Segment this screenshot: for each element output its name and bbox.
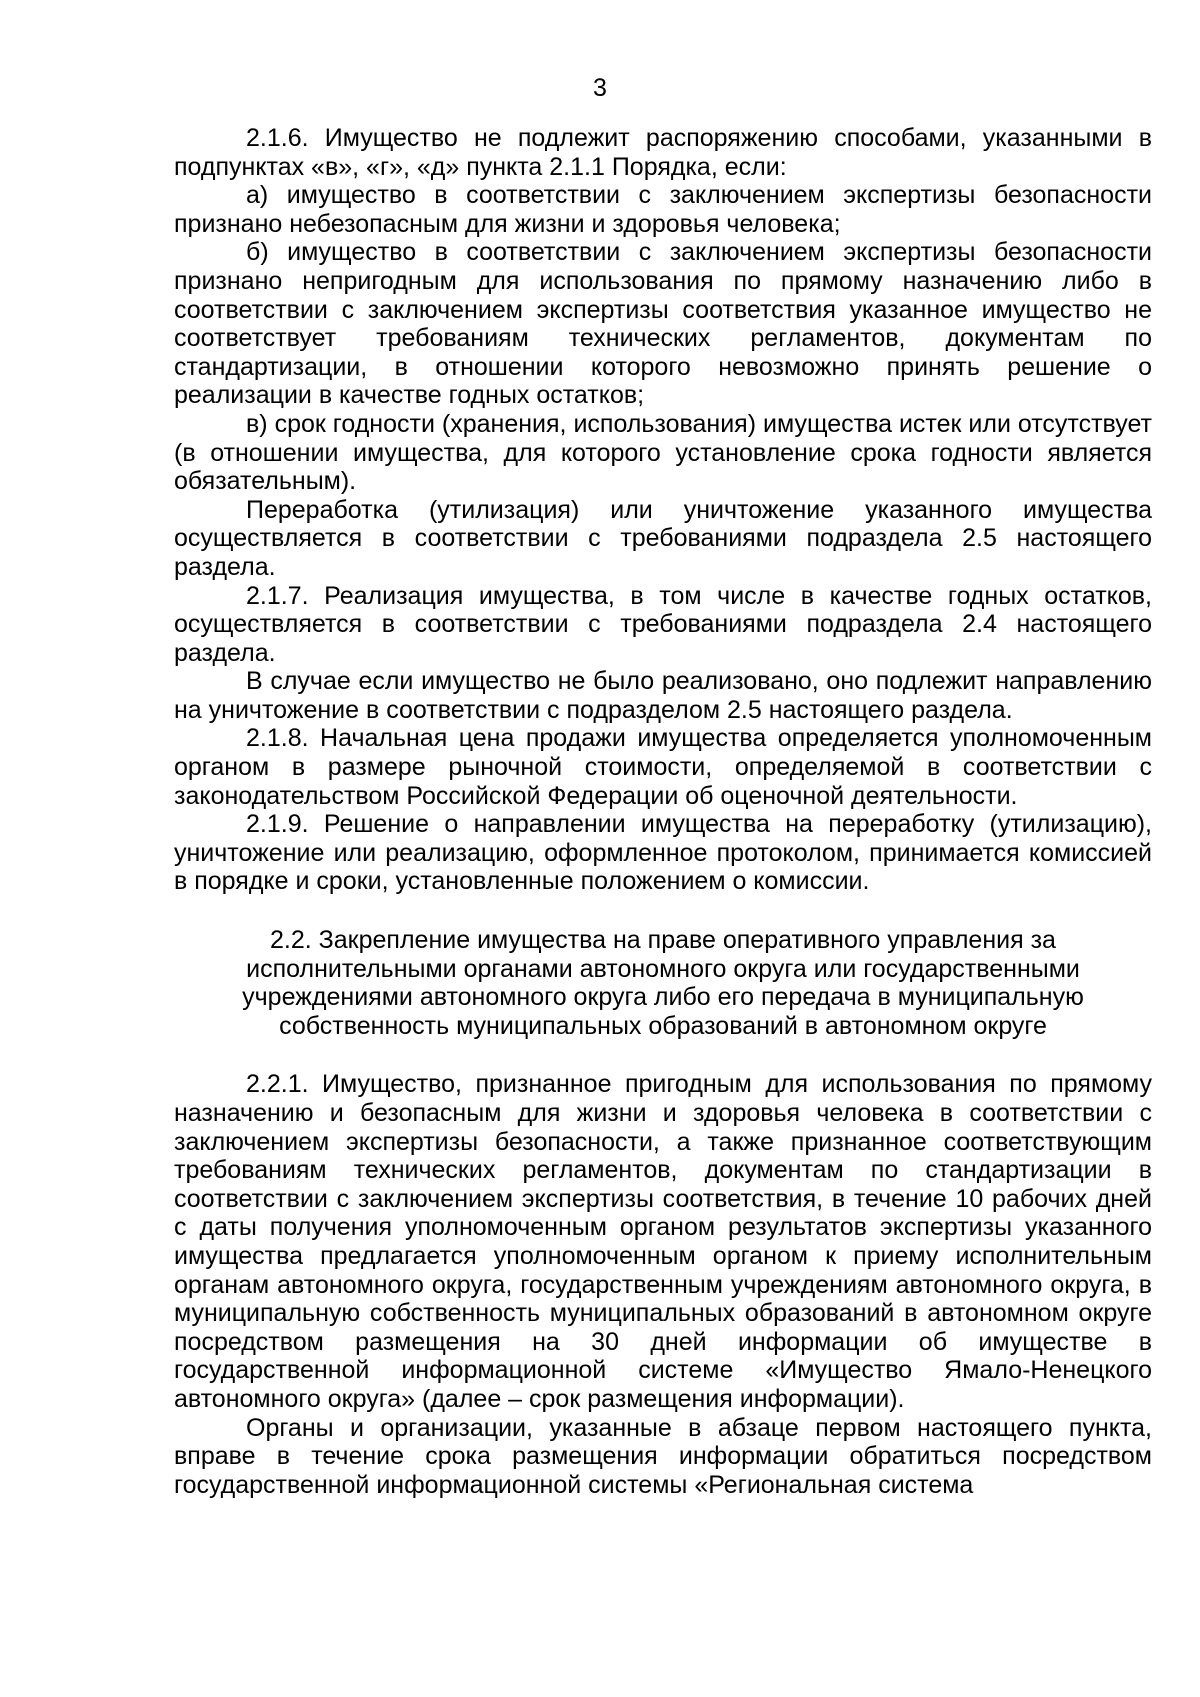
page-number: 3 — [593, 74, 607, 102]
paragraph-2-1-6-v: в) срок годности (хранения, использования) имущества истек или отсутствует (в отношении имущества, для которого установление срока годности является обязательным). — [174, 409, 1152, 496]
paragraph-2-1-7: 2.1.7. Реализация имущества, в том числе в качестве годных остатков, осуществляется в соответствии с требованиями подраздела 2.4 настоящего раздела. — [174, 581, 1152, 667]
paragraph-2-2-1: 2.2.1. Имущество, признанное пригодным для использования по прямому назначению и безопасным для жизни и здоровья человека в соответствии с заключением экспертизы безопасности, а также признанное соответствующим требованиям технических регламентов, документам по стандартизации в соответствии с заключением экспертизы соответствия, в течение 10 рабочих дней с даты получения уполномоченным органом результатов экспертизы указанного имущества предлагается уполномоченным органом к приему исполнительным органам автономного округа, государственным учреждениям автономного округа, в муниципальную собственность муниципальных образований в автономном округе посредством размещения на 30 дней информации об имуществе в государственной информационной системе «Имущество Ямало-Ненецкого автономного округа» (далее – срок размещения информации). — [174, 1070, 1152, 1413]
paragraph-2-1-8: 2.1.8. Начальная цена продажи имущества определяется уполномоченным органом в размере рыночной стоимости, определяемой в соответствии с законодательством Российской Федерации об оценочной деятельности. — [174, 724, 1152, 810]
paragraph-recycling: Переработка (утилизация) или уничтожение указанного имущества осуществляется в соответствии с требованиями подраздела 2.5 настоящего раздела. — [174, 495, 1152, 581]
document-body — [174, 124, 1152, 1499]
paragraph-not-sold: В случае если имущество не было реализовано, оно подлежит направлению на уничтожение в соответствии с подразделом 2.5 настоящего раздела. — [174, 667, 1152, 724]
paragraph-2-1-6-b: б) имущество в соответствии с заключением экспертизы безопасности признано непригодным для использования по прямому назначению либо в соответствии с заключением экспертизы соответствия указанное имущество не соответствует требованиям технических регламентов, документам по стандартизации, в отношении которого невозможно принять решение о реализации в качестве годных остатков; — [174, 238, 1152, 410]
paragraph-organizations: Органы и организации, указанные в абзаце первом настоящего пункта, вправе в течение срока размещения информации обратиться посредством государственной информационной системы «Региональная система — [174, 1413, 1152, 1499]
paragraph-2-1-9: 2.1.9. Решение о направлении имущества на переработку (утилизацию), уничтожение или реализацию, оформленное протоколом, принимается комиссией в порядке и сроки, установленные положением о комиссии. — [174, 810, 1152, 896]
paragraph-2-1-6-a: а) имущество в соответствии с заключением экспертизы безопасности признано небезопасным для жизни и здоровья человека; — [174, 181, 1152, 238]
section-heading-2-2: 2.2. Закрепление имущества на праве оперативного управления за исполнительными органами автономного округа или государственными учреждениями автономного округа либо его передача в муниципальную собственность муниципальных образований в автономном округе — [242, 926, 1084, 1040]
paragraph-2-1-6: 2.1.6. Имущество не подлежит распоряжению способами, указанными в подпунктах «в», «г», «д» пункта 2.1.1 Порядка, если: — [174, 124, 1152, 181]
